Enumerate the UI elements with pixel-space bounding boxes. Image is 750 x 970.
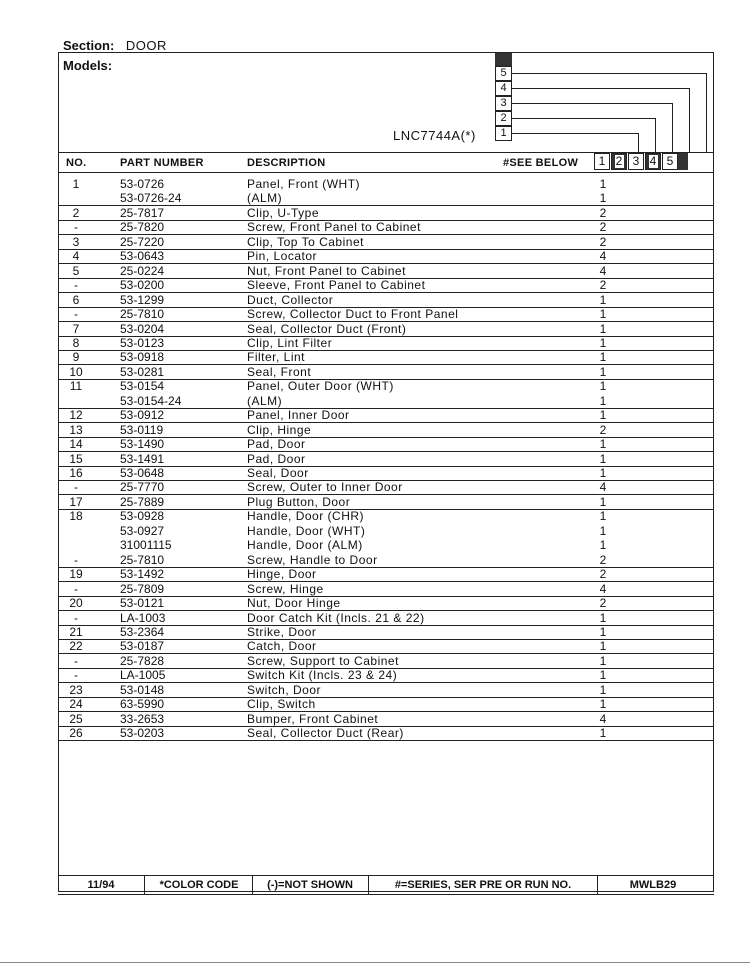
row-no: 11	[69, 379, 83, 394]
table-row	[58, 408, 714, 423]
row-qty: 1	[599, 191, 607, 206]
row-description: Screw, Collector Duct to Front Panel	[247, 307, 459, 322]
table-row	[58, 466, 714, 481]
row-qty: 1	[599, 307, 607, 322]
row-description: Hinge, Door	[247, 567, 317, 582]
row-qty: 1	[599, 726, 607, 741]
row-description: Seal, Collector Duct (Rear)	[247, 726, 404, 741]
table-row	[58, 668, 714, 683]
row-description: Clip, U-Type	[247, 205, 320, 220]
row-description: Handle, Door (ALM)	[247, 538, 363, 553]
series-box-4: 4	[495, 81, 512, 96]
row-no: -	[74, 653, 78, 668]
row-no: 17	[69, 494, 83, 509]
row-qty: 1	[599, 393, 607, 408]
row-qty: 2	[599, 596, 607, 611]
table-row	[58, 524, 714, 538]
row-part-number: 63-5990	[120, 697, 165, 712]
row-part-number: 25-7817	[120, 205, 165, 220]
row-qty: 2	[599, 234, 607, 249]
row-no: 10	[69, 364, 83, 379]
table-row	[58, 293, 714, 308]
table-row	[58, 220, 714, 235]
row-no: 14	[69, 437, 83, 452]
connector-line	[689, 88, 690, 153]
footer-bar	[58, 876, 714, 894]
row-no: 22	[69, 639, 83, 654]
row-no: -	[74, 668, 78, 683]
table-row	[58, 307, 714, 322]
row-description: Screw, Outer to Inner Door	[247, 480, 403, 495]
row-description: Bumper, Front Cabinet	[247, 711, 379, 726]
row-no: 15	[69, 451, 83, 466]
table-row	[58, 365, 714, 380]
series-col-2: 2	[611, 153, 627, 170]
row-no: 23	[69, 682, 83, 697]
footer-bottom-rule	[58, 894, 714, 895]
row-part-number: 53-0154-24	[120, 393, 182, 408]
row-no: -	[74, 552, 78, 567]
row-qty: 1	[599, 523, 607, 538]
row-description: Handle, Door (CHR)	[247, 509, 365, 524]
row-qty: 2	[599, 205, 607, 220]
row-description: Panel, Outer Door (WHT)	[247, 379, 394, 394]
table-row	[58, 596, 714, 611]
table-row	[58, 538, 714, 552]
row-no: 19	[69, 567, 83, 582]
series-col-4: 4	[645, 153, 661, 170]
series-box-5: 5	[495, 66, 512, 81]
table-row	[58, 437, 714, 452]
row-part-number: 53-0204	[120, 321, 165, 336]
row-qty: 1	[599, 682, 607, 697]
section-value: DOOR	[125, 38, 167, 53]
footer-doc-code: MWLB29	[629, 879, 677, 891]
row-part-number: 25-7220	[120, 234, 165, 249]
row-qty: 1	[599, 494, 607, 509]
row-no: 13	[69, 422, 83, 437]
table-row	[58, 611, 714, 626]
table-row	[58, 206, 714, 221]
row-qty: 1	[599, 364, 607, 379]
row-qty: 1	[599, 610, 607, 625]
series-col-3: 3	[628, 153, 644, 170]
row-part-number: 53-1492	[120, 567, 165, 582]
row-qty: 2	[599, 422, 607, 437]
page-edge-rule	[0, 962, 750, 963]
row-part-number: 25-7889	[120, 494, 165, 509]
connector-line	[672, 103, 673, 153]
row-description: Pad, Door	[247, 451, 306, 466]
header-part-number: PART NUMBER	[120, 157, 204, 169]
table-row	[58, 249, 714, 264]
table-row	[58, 726, 714, 741]
row-part-number: 53-1491	[120, 451, 165, 466]
row-qty: 1	[599, 466, 607, 480]
connector-line	[706, 73, 707, 153]
model-name: LNC7744A(*)	[393, 128, 476, 143]
table-row	[58, 553, 714, 568]
row-qty: 1	[599, 451, 607, 466]
connector-line	[512, 103, 672, 104]
row-no: -	[74, 307, 78, 322]
footer-series-note: #=SERIES, SER PRE OR RUN NO.	[394, 879, 572, 891]
series-box-1: 1	[495, 126, 512, 141]
header-description: DESCRIPTION	[247, 157, 326, 169]
footer-not-shown: (-)=NOT SHOWN	[267, 879, 353, 891]
table-row	[58, 625, 714, 640]
row-part-number: LA-1003	[120, 610, 166, 625]
row-qty: 1	[599, 624, 607, 639]
row-description: Screw, Hinge	[247, 581, 324, 596]
row-no: -	[74, 220, 78, 235]
section-heading	[63, 38, 167, 53]
row-description: Screw, Handle to Door	[247, 552, 378, 567]
footer-date: 11/94	[87, 879, 115, 891]
row-part-number: 53-0912	[120, 408, 165, 423]
row-qty: 1	[599, 408, 607, 423]
row-qty: 1	[599, 177, 607, 191]
table-row	[58, 683, 714, 698]
row-description: Filter, Lint	[247, 350, 306, 365]
row-part-number: 25-7828	[120, 653, 165, 668]
row-part-number: 53-0281	[120, 364, 165, 379]
row-part-number: 53-1299	[120, 292, 165, 307]
models-label: Models:	[63, 58, 113, 73]
row-description: Seal, Door	[247, 466, 309, 480]
row-description: Pin, Locator	[247, 249, 318, 264]
row-part-number: LA-1005	[120, 668, 166, 683]
row-description: Seal, Collector Duct (Front)	[247, 321, 407, 336]
row-part-number: 53-0121	[120, 596, 165, 611]
row-description: Clip, Lint Filter	[247, 335, 333, 350]
row-part-number: 25-7809	[120, 581, 165, 596]
connector-line	[655, 118, 656, 153]
row-qty: 1	[599, 292, 607, 307]
row-part-number: 53-0927	[120, 523, 165, 538]
series-col-1: 1	[594, 153, 610, 170]
row-no: 24	[69, 697, 83, 712]
row-qty: 4	[599, 711, 607, 726]
row-no: -	[74, 610, 78, 625]
row-no: 7	[72, 321, 80, 336]
table-row	[58, 509, 714, 523]
series-box-cap	[495, 53, 512, 66]
row-part-number: 53-0119	[120, 422, 164, 437]
row-part-number: 31001115	[120, 538, 172, 553]
row-qty: 1	[599, 321, 607, 336]
row-qty: 4	[599, 249, 607, 264]
row-qty: 1	[599, 350, 607, 365]
table-row	[58, 567, 714, 582]
row-no: 18	[69, 509, 83, 524]
row-part-number: 53-0918	[120, 350, 165, 365]
table-row	[58, 654, 714, 669]
row-part-number: 53-0726	[120, 177, 165, 191]
row-description: (ALM)	[247, 191, 283, 206]
row-part-number: 53-0123	[120, 335, 165, 350]
row-no: 1	[72, 177, 80, 191]
row-qty: 4	[599, 480, 607, 495]
table-row	[58, 264, 714, 279]
row-qty: 1	[599, 697, 607, 712]
series-col-spacer	[678, 153, 688, 170]
series-box-3: 3	[495, 96, 512, 111]
row-part-number: 25-0224	[120, 263, 165, 278]
row-no: 16	[69, 466, 83, 480]
row-part-number: 25-7810	[120, 552, 165, 567]
row-no: 20	[69, 596, 83, 611]
row-part-number: 53-0203	[120, 726, 165, 741]
row-qty: 1	[599, 538, 607, 553]
row-description: Catch, Door	[247, 639, 317, 654]
row-description: Handle, Door (WHT)	[247, 523, 366, 538]
row-description: Strike, Door	[247, 624, 317, 639]
row-no: 6	[72, 292, 80, 307]
row-qty: 1	[599, 639, 607, 654]
row-part-number: 53-0200	[120, 278, 165, 293]
row-no: 8	[72, 335, 80, 350]
row-no: 25	[69, 711, 83, 726]
row-no: 3	[72, 234, 80, 249]
header-see-below: #SEE BELOW	[503, 157, 579, 169]
table-row	[58, 379, 714, 393]
row-description: Nut, Door Hinge	[247, 596, 341, 611]
table-row	[58, 495, 714, 510]
row-description: (ALM)	[247, 393, 283, 408]
row-qty: 1	[599, 653, 607, 668]
table-row	[58, 336, 714, 351]
table-row	[58, 235, 714, 250]
row-qty: 2	[599, 567, 607, 582]
footer-divider	[368, 876, 369, 894]
table-row	[58, 350, 714, 365]
row-part-number: 53-0726-24	[120, 191, 182, 206]
table-row	[58, 278, 714, 293]
row-no: 2	[72, 205, 80, 220]
row-description: Switch Kit (Incls. 23 & 24)	[247, 668, 398, 683]
header-no: NO.	[66, 157, 87, 169]
footer-divider	[597, 876, 598, 894]
table-row	[58, 322, 714, 337]
table-row	[58, 191, 714, 206]
row-qty: 4	[599, 581, 607, 596]
footer-divider	[144, 876, 145, 894]
series-box-2: 2	[495, 111, 512, 126]
row-description: Sleeve, Front Panel to Cabinet	[247, 278, 426, 293]
row-no: 21	[69, 624, 83, 639]
row-description: Clip, Hinge	[247, 422, 312, 437]
row-no: -	[74, 581, 78, 596]
row-part-number: 53-0154	[120, 379, 165, 394]
row-no: 26	[69, 726, 83, 741]
row-description: Nut, Front Panel to Cabinet	[247, 263, 406, 278]
footer-color-code: *COLOR CODE	[159, 879, 239, 891]
row-description: Screw, Support to Cabinet	[247, 653, 399, 668]
table-row	[58, 423, 714, 438]
header-bottom-rule	[58, 172, 714, 173]
connector-line	[512, 133, 638, 134]
connector-line	[512, 73, 706, 74]
table-row	[58, 697, 714, 712]
connector-line	[512, 118, 655, 119]
row-description: Clip, Top To Cabinet	[247, 234, 364, 249]
table-row	[58, 712, 714, 727]
row-qty: 4	[599, 263, 607, 278]
row-qty: 2	[599, 278, 607, 293]
row-qty: 1	[599, 509, 607, 524]
row-description: Switch, Door	[247, 682, 322, 697]
row-part-number: 25-7810	[120, 307, 165, 322]
row-qty: 1	[599, 437, 607, 452]
row-part-number: 53-0648	[120, 466, 165, 480]
row-part-number: 53-0643	[120, 249, 165, 264]
row-part-number: 53-1490	[120, 437, 165, 452]
section-label: Section:	[63, 38, 115, 53]
row-no: 12	[69, 408, 83, 423]
row-description: Pad, Door	[247, 437, 306, 452]
table-row	[58, 394, 714, 409]
row-description: Door Catch Kit (Incls. 21 & 22)	[247, 610, 425, 625]
table-row	[58, 452, 714, 467]
row-no: 5	[72, 263, 80, 278]
connector-line	[512, 88, 689, 89]
row-part-number: 25-7820	[120, 220, 165, 235]
row-no: -	[74, 480, 78, 495]
row-part-number: 53-0928	[120, 509, 165, 524]
row-no: -	[74, 278, 78, 293]
row-part-number: 53-2364	[120, 624, 165, 639]
row-qty: 1	[599, 379, 607, 394]
row-description: Clip, Switch	[247, 697, 316, 712]
row-description: Screw, Front Panel to Cabinet	[247, 220, 421, 235]
row-description: Seal, Front	[247, 364, 312, 379]
table-row	[58, 177, 714, 191]
footer-divider	[252, 876, 253, 894]
row-part-number: 53-0187	[120, 639, 165, 654]
row-description: Panel, Inner Door	[247, 408, 350, 423]
row-qty: 1	[599, 668, 607, 683]
row-no: 9	[72, 350, 80, 365]
table-row	[58, 480, 714, 495]
row-no: 4	[72, 249, 80, 264]
series-col-5: 5	[662, 153, 678, 170]
row-part-number: 53-0148	[120, 682, 165, 697]
row-part-number: 33-2653	[120, 711, 165, 726]
row-qty: 2	[599, 552, 607, 567]
row-description: Panel, Front (WHT)	[247, 177, 361, 191]
row-description: Duct, Collector	[247, 292, 334, 307]
connector-line	[638, 133, 639, 153]
table-row	[58, 639, 714, 654]
row-qty: 1	[599, 335, 607, 350]
table-row	[58, 582, 714, 597]
row-qty: 2	[599, 220, 607, 235]
row-part-number: 25-7770	[120, 480, 165, 495]
row-description: Plug Button, Door	[247, 494, 351, 509]
